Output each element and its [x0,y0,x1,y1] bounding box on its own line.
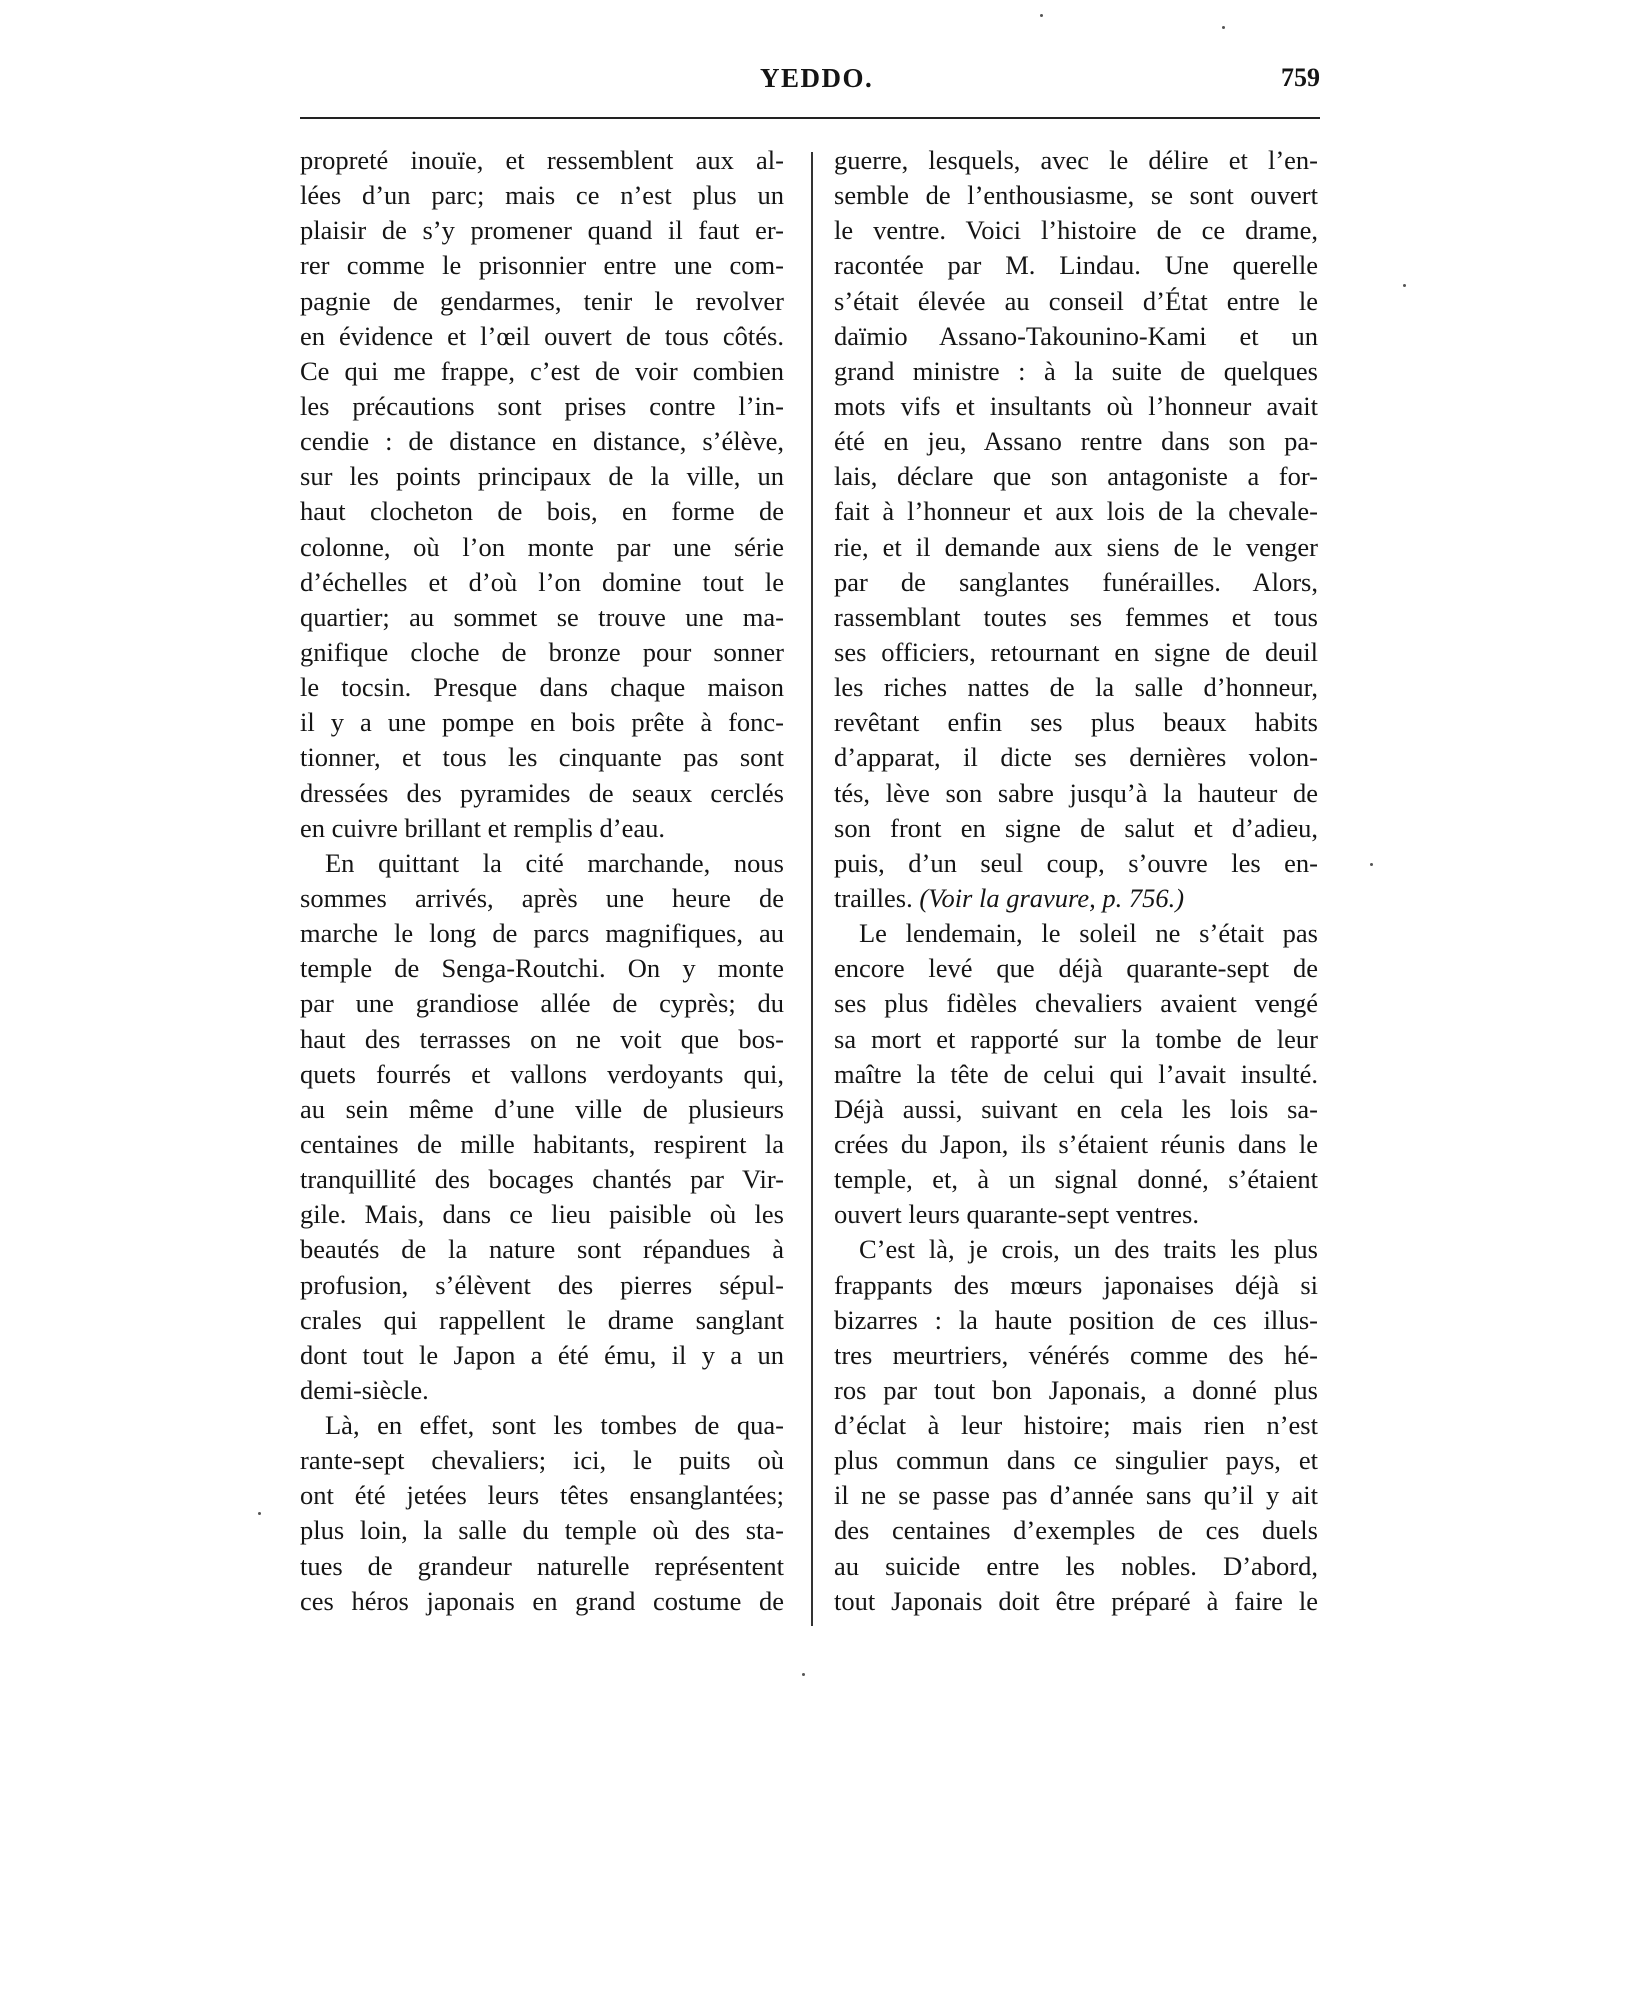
text-line [834,846,1318,881]
line-text: le ventre. Voici l’histoire de ce drame, [834,215,1318,246]
text-line [300,1338,784,1373]
scan-speck [258,1512,261,1515]
text-line [834,248,1318,283]
line-text: Ce qui me frappe, c’est de voir combien [300,355,784,386]
text-line [300,1057,784,1092]
scan-speck [802,1673,805,1676]
line-text: propreté inouïe, et ressemblent aux al- [300,145,784,175]
line-text: par de sanglantes funérailles. Alors, [834,566,1318,597]
line-text: des centaines d’exemples de ces duels [834,1515,1318,1546]
text-line [300,1408,784,1443]
line-text: temple de Senga-Routchi. On y monte [300,953,784,984]
line-text: sa mort et rapporté sur la tombe de leur [834,1023,1318,1054]
text-line [834,600,1318,635]
line-text: haut clocheton de bois, en forme de [300,496,784,527]
line-text: bizarres : la haute position de ces illus- [834,1304,1318,1335]
line-text: plus loin, la salle du temple où des sta- [300,1515,784,1546]
text-line [300,635,784,670]
text-line [834,1373,1318,1408]
line-text: grand ministre : à la suite de quelques [834,355,1318,386]
text-line [300,1092,784,1127]
line-text: daïmio Assano-Takounino-Kami et un [834,320,1318,351]
text-line [834,1197,1318,1232]
line-text: rante-sept chevaliers; ici, le puits où [300,1445,784,1476]
text-line [834,1408,1318,1443]
line-text: dressées des pyramides de seaux cerclés [300,777,784,808]
text-line [300,389,784,424]
line-text: crales qui rappellent le drame sanglant [300,1304,784,1335]
line-text: au sein même d’une ville de plusieurs [300,1093,784,1124]
column-divider [811,152,813,1626]
line-text: cendie : de distance en distance, s’élève, [300,426,784,457]
line-text: encore levé que déjà quarante-sept de [834,953,1318,984]
line-text: plaisir de s’y promener quand il faut er- [300,215,784,246]
text-line [834,881,1318,916]
text-line [834,1338,1318,1373]
line-text: guerre, lesquels, avec le délire et l’en- [834,145,1318,175]
text-line [300,1584,784,1619]
text-line [300,424,784,459]
text-line [834,1549,1318,1584]
text-line [300,811,784,846]
line-text: puis, d’un seul coup, s’ouvre les en- [834,847,1318,878]
text-line [834,916,1318,951]
line-text: il ne se passe pas d’année sans qu’il y ait [834,1480,1318,1511]
line-text: Le lendemain, le soleil ne s’était pas [859,918,1318,949]
line-text: tionner, et tous les cinquante pas sont [300,742,784,773]
text-line [834,354,1318,389]
text-line [834,635,1318,670]
right-column [834,143,1318,1619]
text-line [834,1092,1318,1127]
line-text: sommes arrivés, après une heure de [300,882,784,913]
text-line [834,740,1318,775]
line-text: d’échelles et d’où l’on domine tout le [300,566,784,597]
text-line [300,248,784,283]
line-text: les riches nattes de la salle d’honneur, [834,672,1318,703]
running-title: YEDDO. [760,63,874,93]
text-line [300,354,784,389]
line-text: d’éclat à leur histoire; mais rien n’est [834,1410,1318,1441]
text-line [834,284,1318,319]
line-text: frappants des mœurs japonaises déjà si [834,1269,1318,1300]
line-text: rer comme le prisonnier entre une com- [300,250,784,281]
line-text: quartier; au sommet se trouve une ma- [300,601,784,632]
line-text: ses officiers, retournant en signe de deuil [834,636,1318,667]
text-line [834,1127,1318,1162]
text-line [300,1443,784,1478]
line-text: il y a une pompe en bois prête à fonc- [300,707,784,738]
text-line [300,881,784,916]
line-text: semble de l’enthousiasme, se sont ouvert [834,180,1318,211]
line-text: sur les points principaux de la ville, un [300,461,784,492]
line-text: ouvert leurs quarante-sept ventres. [834,1199,1199,1230]
left-column [300,143,784,1619]
scan-speck [1222,26,1225,29]
text-line [300,530,784,565]
text-line [300,1197,784,1232]
text-line [300,740,784,775]
line-text: crées du Japon, ils s’étaient réunis dans le [834,1128,1318,1159]
line-text: tranquillité des bocages chantés par Vir- [300,1164,784,1195]
text-line [300,1373,784,1408]
text-line [834,424,1318,459]
text-line [300,951,784,986]
line-text: été en jeu, Assano rentre dans son pa- [834,426,1318,457]
line-text: centaines de mille habitants, respirent la [300,1128,784,1159]
line-text: lées d’un parc; mais ce n’est plus un [300,180,784,211]
text-line [300,916,784,951]
line-text: tues de grandeur naturelle représentent [300,1550,784,1581]
line-text: plus commun dans ce singulier pays, et [834,1445,1318,1476]
line-text: rassemblant toutes ses femmes et tous [834,601,1318,632]
line-text: au suicide entre les nobles. D’abord, [834,1550,1318,1581]
text-line [300,143,784,178]
text-line [300,319,784,354]
line-text: ros par tout bon Japonais, a donné plus [834,1374,1318,1405]
text-line [300,600,784,635]
text-line [300,1268,784,1303]
line-text: maître la tête de celui qui l’avait insulté. [834,1058,1318,1089]
text-line [834,1057,1318,1092]
line-text: revêtant enfin ses plus beaux habits [834,707,1318,738]
text-line [300,1303,784,1338]
line-text: s’était élevée au conseil d’État entre le [834,285,1318,316]
text-line [300,459,784,494]
line-text: par une grandiose allée de cyprès; du [300,988,784,1019]
line-text: demi-siècle. [300,1374,429,1405]
text-line [834,670,1318,705]
text-line [834,1268,1318,1303]
text-line [834,143,1318,178]
line-text: d’apparat, il dicte ses dernières volon- [834,742,1318,773]
text-line [300,986,784,1021]
text-line [834,1022,1318,1057]
line-text: lais, déclare que son antagoniste a for- [834,461,1318,492]
line-text: rie, et il demande aux siens de le venger [834,531,1318,562]
text-line [300,846,784,881]
text-line [834,178,1318,213]
line-text: beautés de la nature sont répandues à [300,1234,784,1265]
scan-speck [1403,284,1406,287]
scan-speck [1040,14,1043,17]
text-line [300,213,784,248]
line-text: En quittant la cité marchande, nous [325,847,784,878]
line-text: marche le long de parcs magnifiques, au [300,918,784,949]
line-text: le tocsin. Presque dans chaque maison [300,672,784,703]
text-line [834,1162,1318,1197]
text-line [834,1303,1318,1338]
line-text: tés, lève son sabre jusqu’à la hauteur de [834,777,1318,808]
line-text: profusion, s’élèvent des pierres sépul- [300,1269,784,1300]
text-line [834,494,1318,529]
text-line [834,776,1318,811]
line-text: Là, en effet, sont les tombes de qua- [325,1410,784,1441]
line-text: fait à l’honneur et aux lois de la chevale- [834,496,1318,527]
text-line [300,1232,784,1267]
text-line [300,284,784,319]
line-text: temple, et, à un signal donné, s’étaient [834,1164,1318,1195]
text-line [834,319,1318,354]
text-line [300,494,784,529]
text-line [834,389,1318,424]
text-line [300,178,784,213]
line-text: ses plus fidèles chevaliers avaient vengé [834,988,1318,1019]
line-text: racontée par M. Lindau. Une querelle [834,250,1318,281]
line-text: ont été jetées leurs têtes ensanglantées; [300,1480,784,1511]
line-text: en évidence et l’œil ouvert de tous côtés. [300,320,784,351]
text-line [834,530,1318,565]
line-text: gnifique cloche de bronze pour sonner [300,636,784,667]
line-text: Déjà aussi, suivant en cela les lois sa- [834,1093,1318,1124]
text-line [834,1584,1318,1619]
text-line [834,1232,1318,1267]
line-text: colonne, où l’on monte par une série [300,531,784,562]
line-text: les précautions sont prises contre l’in- [300,390,784,421]
line-text: dont tout le Japon a été ému, il y a un [300,1339,784,1370]
figure-reference: (Voir la gravure, p. 756.) [919,882,1185,913]
line-text: tres meurtriers, vénérés comme des hé- [834,1339,1318,1370]
text-line [300,1162,784,1197]
text-line [300,1127,784,1162]
line-text: en cuivre brillant et remplis d’eau. [300,812,665,843]
text-line [300,670,784,705]
text-line [300,1478,784,1513]
text-line [300,776,784,811]
line-text: haut des terrasses on ne voit que bos- [300,1023,784,1054]
line-text: trailles. [834,882,920,913]
line-text: gile. Mais, dans ce lieu paisible où les [300,1199,784,1230]
text-line [834,1443,1318,1478]
text-line [834,705,1318,740]
text-line [834,951,1318,986]
text-line [834,811,1318,846]
text-line [834,459,1318,494]
line-text: ces héros japonais en grand costume de [300,1585,784,1616]
text-line [834,213,1318,248]
line-text: tout Japonais doit être préparé à faire le [834,1585,1318,1616]
line-text: pagnie de gendarmes, tenir le revolver [300,285,784,316]
line-text: quets fourrés et vallons verdoyants qui, [300,1058,784,1089]
page-number: 759 [1281,63,1320,92]
line-text: C’est là, je crois, un des traits les plus [859,1234,1318,1265]
text-line [834,986,1318,1021]
scan-speck [1370,863,1373,866]
text-line [300,1549,784,1584]
text-line [300,1513,784,1548]
text-line [834,1478,1318,1513]
running-head [300,58,1320,98]
text-line [834,1513,1318,1548]
text-line [300,1022,784,1057]
text-line [300,705,784,740]
text-line [834,565,1318,600]
line-text: mots vifs et insultants où l’honneur avait [834,390,1318,421]
text-line [300,565,784,600]
header-rule [300,117,1320,119]
line-text: son front en signe de salut et d’adieu, [834,812,1318,843]
